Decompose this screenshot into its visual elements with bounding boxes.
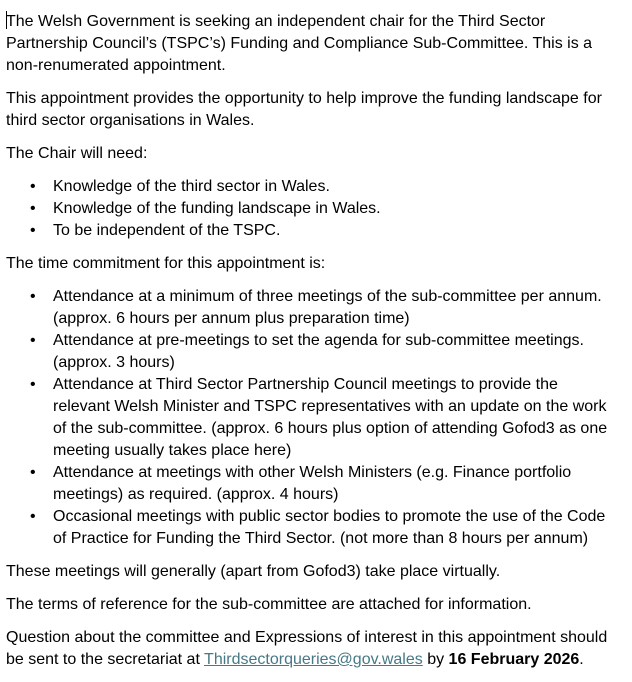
bullet-icon: • (30, 288, 36, 305)
terms-paragraph: The terms of reference for the sub-committee are attached for information. (6, 596, 532, 613)
list-item: • Attendance at pre-meetings to set the agenda for sub-committee meetings. (approx. 3 hours) (30, 332, 584, 371)
list-item: • Knowledge of the funding landscape in Wales. (6, 198, 618, 220)
contact-paragraph: Question about the committee and Expressions of interest in this appointment should be sent to the secretariat at Thirdsectorqueries@gov.wales by 16 February 2026. (6, 629, 608, 668)
list-item: • Occasional meetings with public sector bodies to promote the use of the Code of Practice for Funding the Third Sector. (not more than 8 hours per annum) (30, 508, 606, 547)
list-item: • To be independent of the TSPC. (6, 220, 618, 242)
bullet-icon: • (30, 222, 36, 239)
document-body[interactable] (6, 11, 618, 682)
bullet-icon: • (30, 464, 36, 481)
deadline-date: 16 February 2026 (448, 651, 580, 668)
list-item: • Attendance at Third Sector Partnership Council meetings to provide the relevant Welsh Minister and TSPC representatives with an update on the work of the sub-committee. (approx. 6 hours plus option of attending Gofod3 as one meeting usually takes place here) (30, 376, 608, 459)
commitments-list (6, 286, 618, 550)
secretariat-email-link[interactable]: Thirdsectorqueries@gov.wales (204, 651, 423, 668)
intro-paragraph: The Welsh Government is seeking an independent chair for the Third Sector Partnership Council’s (TSPC’s) Funding and Compliance Sub-Committee. This is a non-renumerated appointment. (6, 13, 593, 74)
bullet-icon: • (30, 376, 36, 393)
list-item: • Attendance at meetings with other Welsh Ministers (e.g. Finance portfolio meetings) as required. (approx. 4 hours) (30, 464, 572, 503)
bullet-icon: • (30, 178, 36, 195)
virtual-paragraph: These meetings will generally (apart from Gofod3) take place virtually. (6, 563, 501, 580)
opportunity-paragraph: This appointment provides the opportunity to help improve the funding landscape for third sector organisations in Wales. (6, 90, 602, 129)
chair-needs-heading: The Chair will need: (6, 145, 148, 162)
bullet-icon: • (30, 200, 36, 217)
bullet-icon: • (30, 508, 36, 525)
list-item: • Attendance at a minimum of three meetings of the sub-committee per annum. (approx. 6 hours per annum plus preparation time) (30, 288, 602, 327)
chair-requirements-list (6, 176, 618, 242)
bullet-icon: • (30, 332, 36, 349)
time-commitment-heading: The time commitment for this appointment is: (6, 255, 326, 272)
list-item: • Knowledge of the third sector in Wales. (6, 176, 618, 198)
